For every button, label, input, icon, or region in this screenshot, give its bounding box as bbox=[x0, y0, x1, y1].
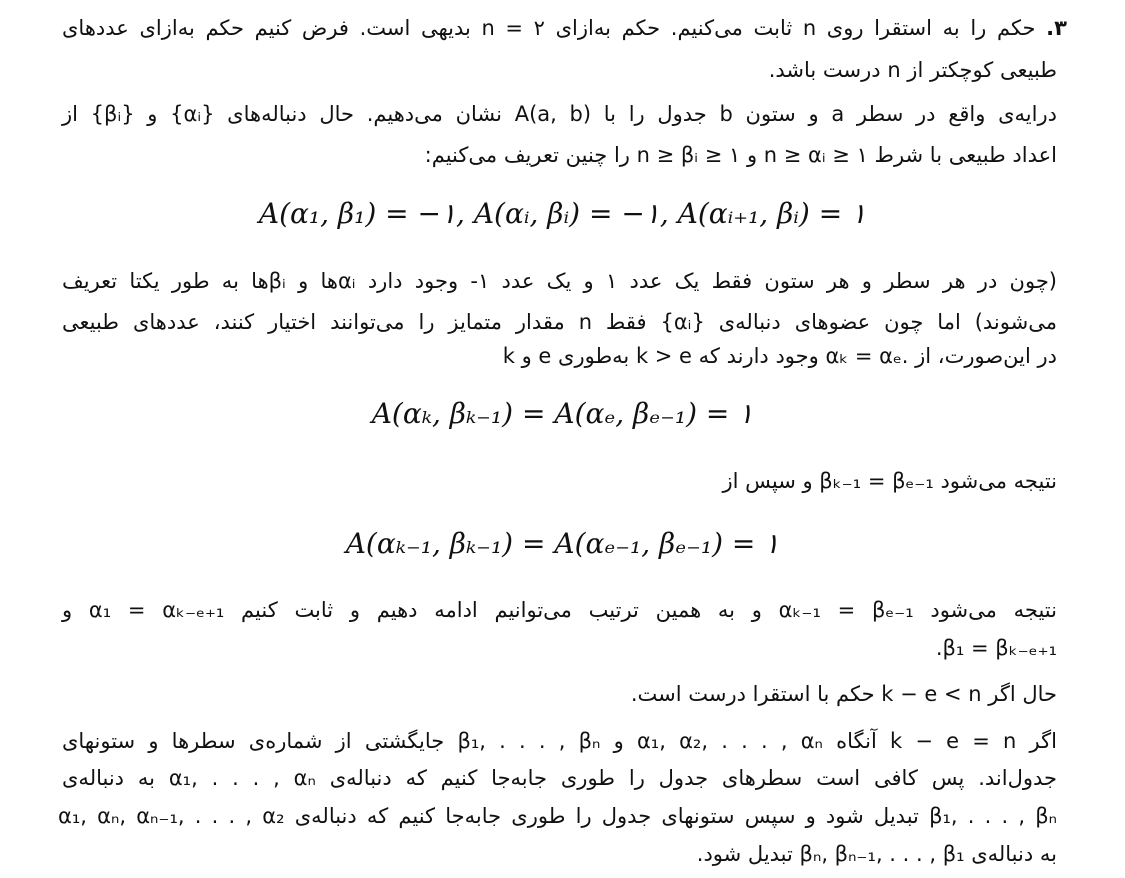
paragraph-line-10: .β₁ = βₖ₋ₑ₊₁ bbox=[935, 636, 1057, 660]
paragraph-line-13: جدول‌اند. پس کافی است سطرهای جدول را طوری جابه‌جا کنیم که دنباله‌ی α₁, . . . , αₙ به دنباله‌ی bbox=[62, 766, 1057, 790]
equation-2: A(αₖ, βₖ₋₁) = A(αₑ, βₑ₋₁) = ۱ bbox=[371, 397, 754, 430]
item-number: ۳. bbox=[1046, 16, 1067, 40]
paragraph-line-6: می‌شوند) اما چون عضوهای دنباله‌ی {αᵢ} فقط n مقدار متمایز را می‌توانند اختیار کنند، عددهای طبیعی bbox=[62, 310, 1057, 334]
paragraph-line-14: α₁, αₙ, αₙ₋₁, . . . , α₂ تبدیل شود و سپس ستونهای جدول را طوری جابه‌جا کنیم که دنباله‌ی β₁, . . . , βₙ bbox=[58, 804, 1057, 828]
paragraph-line-11: حال اگر k − e < n حکم با استقرا درست است. bbox=[630, 682, 1057, 706]
paragraph-line-4: اعداد طبیعی با شرط n ≥ αᵢ ≥ ۱ و n ≥ βᵢ ≥ ۱ را چنین تعریف می‌کنیم: bbox=[424, 143, 1057, 167]
paragraph-line-15: به دنباله‌ی βₙ, βₙ₋₁, . . . , β₁ تبدیل شود. bbox=[696, 842, 1057, 866]
paragraph-line-8: نتیجه می‌شود βₖ₋₁ = βₑ₋₁ و سپس از bbox=[722, 469, 1057, 493]
equation-3: A(αₖ₋₁, βₖ₋₁) = A(αₑ₋₁, βₑ₋₁) = ۱ bbox=[345, 527, 780, 560]
line-1-text: حکم را به استقرا روی n ثابت می‌کنیم. حکم به‌ازای ۲ = n بدیهی است. فرض کنیم حکم به‌ازای عددهای bbox=[62, 16, 1036, 40]
paragraph-line-9: نتیجه می‌شود αₖ₋₁ = βₑ₋₁ و به همین ترتیب می‌توانیم ادامه دهیم و ثابت کنیم α₁ = αₖ₋ₑ₊₁ و bbox=[62, 598, 1057, 622]
paragraph-line-5: (چون در هر سطر و هر ستون فقط یک عدد ۱ و یک عدد ۱- وجود دارد αᵢها و βᵢها به طور یکتا تعریف bbox=[62, 269, 1058, 293]
paragraph-line-7: k و e به‌طوری k > e وجود دارند که αₖ = αₑ. در این‌صورت، از bbox=[502, 344, 1057, 368]
paragraph-line-3: درایه‌ی واقع در سطر a و ستون b جدول را با A(a, b) نشان می‌دهیم. حال دنباله‌های {αᵢ} و {βᵢ} از bbox=[62, 102, 1057, 126]
equation-1: A(α₁, β₁) = −۱, A(αᵢ, βᵢ) = −۱, A(αᵢ₊₁, βᵢ) = ۱ bbox=[258, 197, 867, 230]
paragraph-line-1 bbox=[62, 14, 1067, 42]
paragraph-line-12: اگر k − e = n آنگاه α₁, α₂, . . . , αₙ و β₁, . . . , βₙ جایگشتی از شماره‌ی سطرها و ستونهای bbox=[62, 729, 1057, 753]
paragraph-line-2: طبیعی کوچکتر از n درست باشد. bbox=[768, 58, 1057, 82]
